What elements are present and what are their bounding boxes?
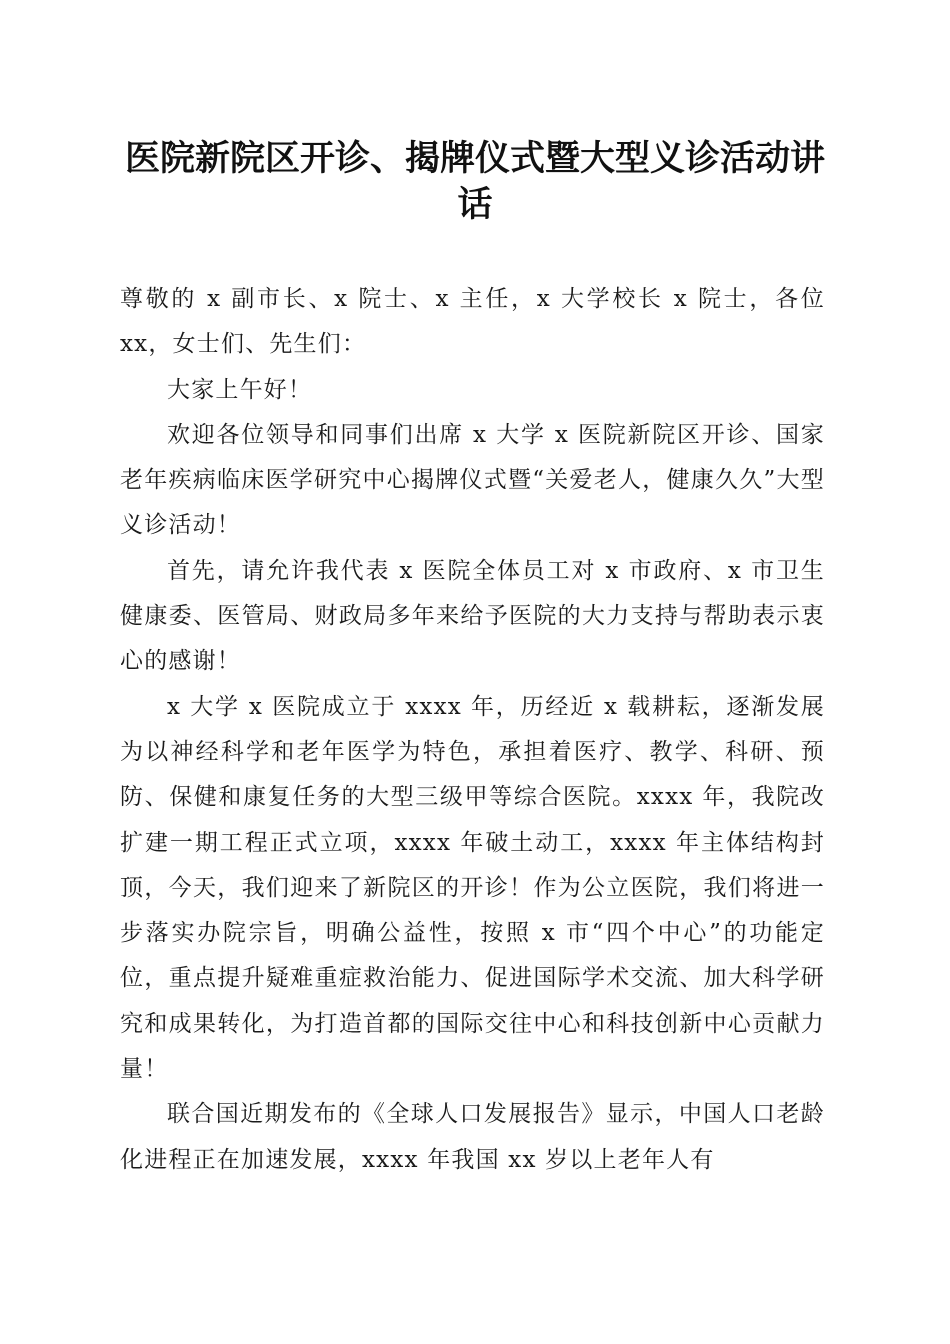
document-body	[120, 277, 825, 1183]
paragraph-population-report: 联合国近期发布的《全球人口发展报告》显示，中国人口老龄化进程正在加速发展，xxxx 年我国 xx 岁以上老年人有	[120, 1101, 825, 1173]
paragraph-hospital-history: x 大学 x 医院成立于 xxxx 年，历经近 x 载耕耘，逐渐发展为以神经科学和老年医学为特色，承担着医疗、教学、科研、预防、保健和康复任务的大型三级甲等综合医院。xxxx 年，我院改扩建一期工程正式立项，xxxx 年破土动工，xxxx 年主体结构封顶，今天，我们迎来了新院区的开诊！作为公立医院，我们将进一步落实办院宗旨，明确公益性，按照 x 市“四个中心”的功能定位，重点提升疑难重症救治能力、促进国际学术交流、加大科学研究和成果转化，为打造首都的国际交往中心和科技创新中心贡献力量！	[120, 693, 825, 1083]
document-title: 医院新院区开诊、揭牌仪式暨大型义诊活动讲话	[124, 138, 825, 225]
paragraph-welcome: 欢迎各位领导和同事们出席 x 大学 x 医院新院区开诊、国家老年疾病临床医学研究中心揭牌仪式暨“关爱老人，健康久久”大型义诊活动！	[120, 421, 825, 539]
paragraph-thanks: 首先，请允许我代表 x 医院全体员工对 x 市政府、x 市卫生健康委、医管局、财政局多年来给予医院的大力支持与帮助表示衷心的感谢！	[120, 557, 825, 675]
salutation: 尊敬的 x 副市长、x 院士、x 主任，x 大学校长 x 院士，各位 xx，女士们、先生们：	[120, 286, 825, 358]
greeting: 大家上午好！	[167, 376, 313, 403]
